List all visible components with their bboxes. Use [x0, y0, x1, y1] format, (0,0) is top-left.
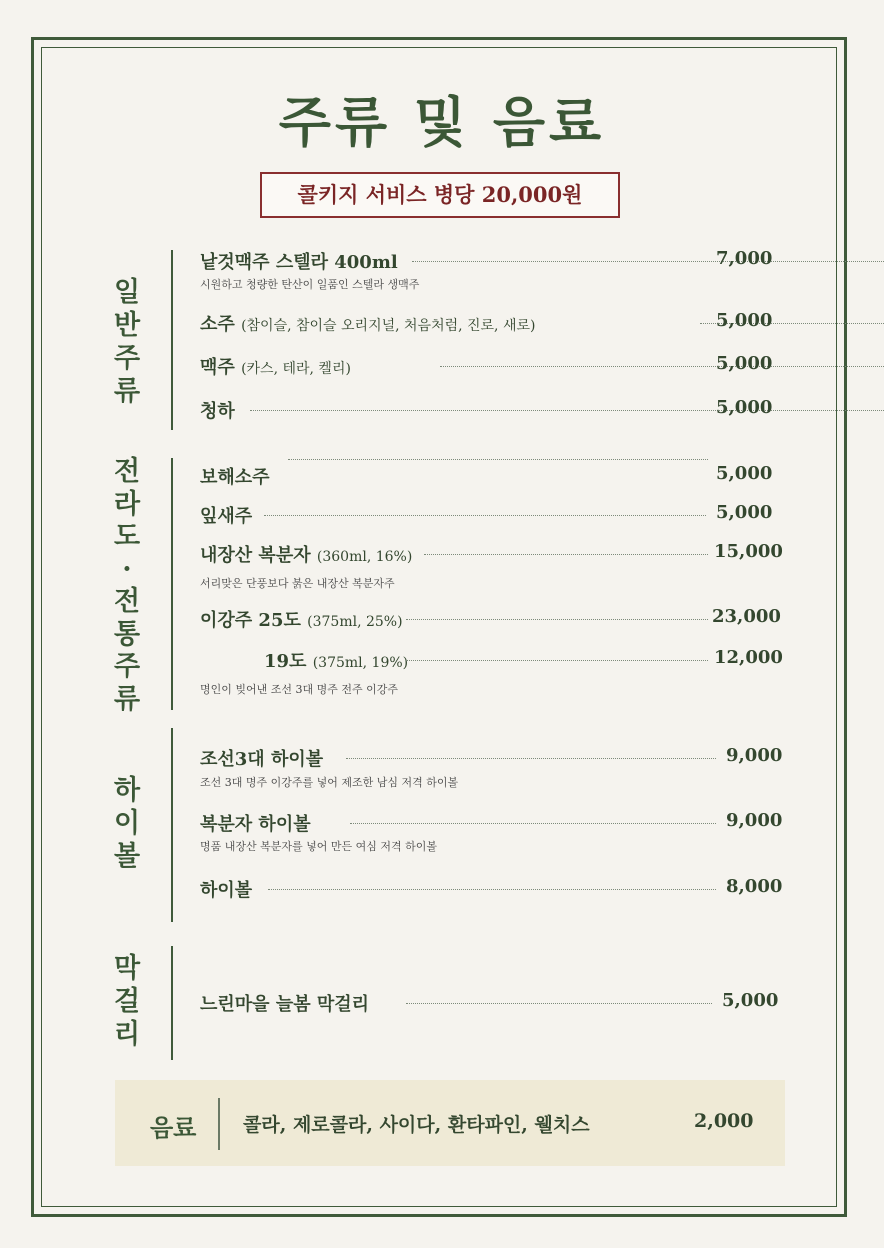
category-char: 도: [113, 521, 141, 552]
category-char: 막: [113, 953, 141, 984]
item-desc: 서리맞은 단풍보다 붉은 내장산 복분자주: [200, 577, 395, 590]
beverage-price: 2,000: [694, 1110, 754, 1132]
beverage-items: 콜라, 제로콜라, 사이다, 환타파인, 웰치스: [243, 1114, 590, 1136]
item-name: [264, 647, 408, 673]
item-title: 19도: [264, 651, 307, 672]
beverage-label: 음료: [150, 1113, 197, 1142]
category-char: 이: [113, 808, 141, 839]
item-price: 5,000: [716, 463, 773, 484]
leader-dots: [406, 619, 708, 620]
item-price: 23,000: [712, 606, 781, 627]
item-name: [200, 541, 412, 567]
item-name: 하이볼: [200, 880, 253, 901]
item-sub: (카스, 테라, 켈리): [241, 361, 351, 377]
inner-frame: [41, 47, 837, 1207]
category-char: 주: [113, 651, 141, 682]
item-price: 8,000: [726, 876, 783, 897]
category-char: 걸: [113, 986, 141, 1017]
category-char: 하: [113, 775, 141, 806]
item-desc: 명인이 빚어낸 조선 3대 명주 전주 이강주: [200, 683, 398, 696]
item-name: 청하: [200, 401, 235, 422]
item-name: 느린마을 늘봄 막걸리: [200, 994, 370, 1015]
item-title: 소주: [200, 314, 235, 335]
leader-dots: [250, 410, 884, 411]
item-price: 12,000: [714, 647, 783, 668]
item-price: 9,000: [726, 810, 783, 831]
item-title: 이강주 25도: [200, 610, 301, 631]
item-desc: 명품 내장산 복분자를 넣어 만든 여심 저격 하이볼: [200, 840, 437, 853]
item-sub: (375ml, 25%): [307, 614, 403, 630]
leader-dots: [406, 660, 708, 661]
leader-dots: [412, 261, 884, 262]
category-char: 통: [113, 618, 141, 650]
category-divider: [171, 728, 173, 922]
item-price: 5,000: [716, 502, 773, 523]
item-name: 보해소주: [200, 467, 270, 488]
beverage-divider: [218, 1098, 220, 1150]
item-name: 조선3대 하이볼: [200, 749, 324, 770]
leader-dots: [350, 823, 716, 824]
category-char: 라: [113, 488, 141, 520]
leader-dots: [346, 758, 716, 759]
item-price: 9,000: [726, 745, 783, 766]
item-price: 5,000: [716, 310, 773, 331]
item-price: 5,000: [716, 353, 773, 374]
item-name: 잎새주: [200, 506, 253, 527]
item-price: 5,000: [716, 397, 773, 418]
item-price: 7,000: [716, 248, 773, 269]
category-char: ·: [122, 553, 132, 585]
item-title: 내장산 복분자: [200, 545, 311, 566]
category-divider: [171, 250, 173, 430]
item-name: [200, 310, 535, 336]
category-label-makgeolli: [107, 952, 147, 1051]
leader-dots: [424, 554, 708, 555]
category-divider: [171, 458, 173, 710]
item-sub: (360ml, 16%): [316, 549, 413, 565]
item-sub: (375ml, 19%): [312, 655, 409, 671]
leader-dots: [268, 889, 716, 890]
leader-dots: [288, 459, 708, 460]
category-char: 류: [113, 376, 141, 407]
leader-dots: [440, 366, 884, 367]
category-divider: [171, 946, 173, 1060]
leader-dots: [406, 1003, 712, 1004]
corkage-notice: 콜키지 서비스 병당 20,000원: [260, 172, 620, 218]
item-title: 맥주: [200, 357, 235, 378]
item-desc: 조선 3대 명주 이강주를 넣어 제조한 남심 저격 하이볼: [200, 776, 459, 789]
item-name: [200, 353, 351, 379]
category-char: 전: [113, 456, 141, 487]
item-name: 복분자 하이볼: [200, 814, 311, 835]
category-label-general: [107, 276, 147, 408]
category-char: 전: [113, 586, 141, 617]
item-price: 5,000: [722, 990, 779, 1011]
category-char: 볼: [113, 841, 141, 872]
item-name: [200, 606, 403, 632]
leader-dots: [264, 515, 706, 516]
category-label-highball: [107, 774, 147, 873]
item-desc: 시원하고 청량한 탄산이 일품인 스텔라 생맥주: [200, 278, 420, 291]
category-label-jeolla-traditional: [107, 456, 147, 716]
item-sub: (참이슬, 참이슬 오리지널, 처음처럼, 진로, 새로): [241, 318, 536, 334]
category-char: 류: [113, 683, 141, 715]
category-char: 일: [113, 277, 141, 308]
item-name: 낱것맥주 스텔라 400ml: [200, 252, 398, 273]
item-price: 15,000: [714, 541, 783, 562]
category-char: 리: [113, 1019, 141, 1050]
category-char: 반: [113, 310, 141, 341]
category-char: 주: [113, 343, 141, 374]
page-title: 주류 및 음료: [278, 90, 606, 154]
